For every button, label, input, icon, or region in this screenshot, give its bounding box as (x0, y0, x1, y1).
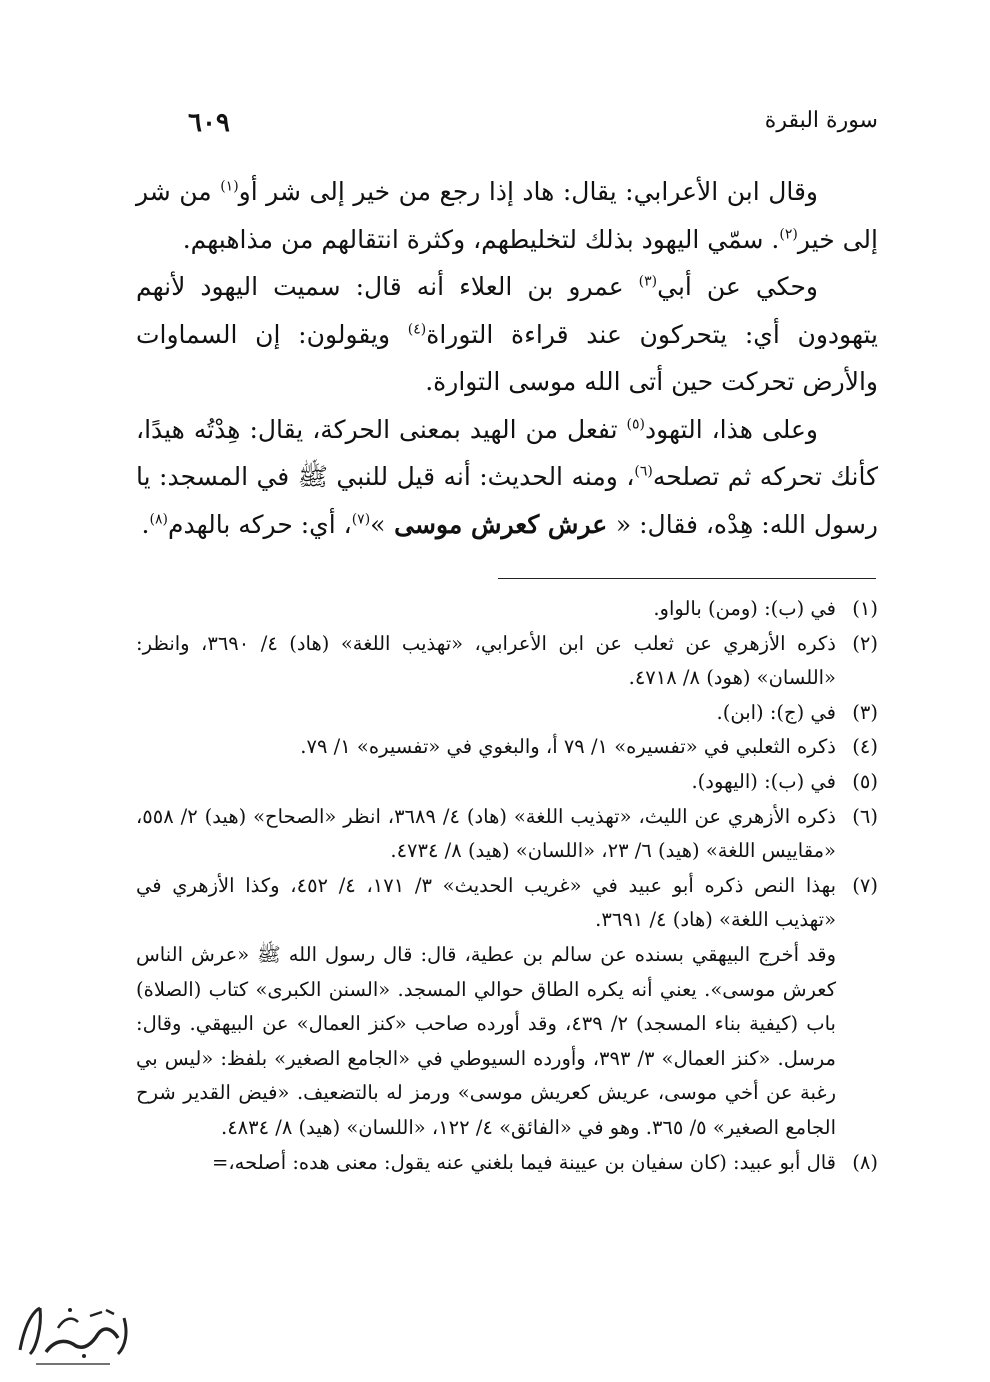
footnote-8 (136, 1146, 878, 1181)
footnote-ref: (٣) (638, 273, 658, 290)
paragraph-1 (136, 168, 878, 263)
footnote-6 (136, 800, 878, 869)
footnote-number: (٧) (852, 873, 878, 897)
footnote-ref: (٥) (626, 416, 645, 433)
footnote-text: في (ج): (ابن). (716, 700, 836, 724)
footnote-text: في (ب): (اليهود). (691, 769, 836, 793)
footnote-separator (498, 578, 876, 579)
seal-calligraphy-icon (6, 1288, 136, 1378)
text-run: وقال ابن الأعرابي: يقال: هاد إذا رجع من خير إلى شر أو (238, 177, 818, 206)
footnote-5 (136, 765, 878, 800)
footnote-1 (136, 592, 878, 627)
text-run: تفعل من الهيد بمعنى الحركة، يقال: هِدْتُه هيدًا، كأنك تحركه ثم تصلحه (136, 414, 878, 491)
text-run: وعلى هذا، التهود (644, 414, 818, 444)
footnote-ref: (٤) (407, 321, 427, 338)
sura-title: سورة البقرة (764, 108, 878, 133)
text-run: من شر إلى خير (136, 177, 878, 254)
footnote-text: وقد أخرج البيهقي بسنده عن سالم بن عطية، قال: قال رسول الله ﷺ «عرش الناس كعرش موسى». يعني أنه يكره الطاق حوالي المسجد. «السنن الكبرى» كتاب (الصلاة) باب (كيفية بناء المسجد) ٢/ ٤٣٩، وقد أورده صاحب «كنز العمال» عن البيهقي. وقال: مرسل. «كنز العمال» ٣/ ٣٩٣، وأورده السيوطي في «الجامع الصغير» بلفظ: «ليس بي رغبة عن أخي موسى، عريش كعريش موسى» ورمز له بالتضعيف. «فيض القدير شرح الجامع الصغير» ٥/ ٣٦٥. وهو في «الفائق» ٤/ ١٢٢، «اللسان» (هيد) ٨/ ٤٨٣٤. (136, 942, 837, 1139)
footnote-7-continued (136, 938, 878, 1146)
text-run: ، ومنه الحديث: أنه قيل للنبي ﷺ في المسجد: يا رسول الله: هِدْه، فقال: « (136, 462, 878, 539)
footnote-ref: (٨) (149, 511, 168, 528)
footnote-ref: (٧) (351, 511, 371, 528)
footnote-text: في (ب): (ومن) بالواو. (653, 597, 836, 620)
text-run: ، أي: حركه بالهدم (167, 509, 352, 539)
footnote-number: (٢) (852, 631, 878, 655)
text-run: . (141, 509, 150, 539)
footnote-text: بهذا النص ذكره أبو عبيد في «غريب الحديث» ٣/ ١٧١، ٤/ ٤٥٢، وكذا الأزهري في «تهذيب اللغة» (هاد) ٤/ ٣٦٩١. (136, 873, 836, 932)
footnotes (136, 592, 878, 1180)
text-run: ويقولون: إن السماوات والأرض تحركت حين أتى الله موسى التوارة. (136, 319, 878, 396)
page-header (188, 108, 878, 148)
text-run: . سمّي اليهود بذلك لتخليطهم، وكثرة انتقالهم من مذاهبهم. (182, 224, 780, 254)
footnote-2 (136, 627, 878, 696)
footnote-number: (٤) (852, 735, 878, 759)
footnote-number: (٨) (852, 1150, 878, 1174)
footnote-number: (٥) (852, 769, 878, 793)
paragraph-2 (136, 263, 878, 406)
footnote-ref: (٦) (634, 463, 653, 480)
footnote-3 (136, 696, 878, 731)
page-number: ٦٠٩ (188, 108, 230, 138)
footnote-number: (٣) (852, 700, 878, 724)
footnote-text: ذكره الثعلبي في «تفسيره» ١/ ٧٩ أ، والبغوي في «تفسيره» ١/ ٧٩. (300, 735, 836, 759)
library-seal-logo (6, 1288, 136, 1378)
footnote-4 (136, 730, 878, 765)
text-run: » (370, 509, 386, 539)
footnote-number: (١) (852, 597, 878, 620)
footnote-number: (٦) (852, 804, 878, 828)
footnote-text: ذكره الأزهري عن ثعلب عن ابن الأعرابي، «تهذيب اللغة» (هاد) ٤/ ٣٦٩٠، وانظر: «اللسان» (هود) ٨/ ٤٧١٨. (136, 631, 836, 690)
footnote-ref: (٢) (779, 226, 798, 243)
paragraph-3 (136, 406, 878, 549)
text-run: وحكي عن أبي (657, 272, 818, 301)
footnote-ref: (١) (220, 178, 239, 195)
hadith-quote: عرش كعرش موسى (385, 509, 616, 539)
text-run: عمرو بن العلاء أنه قال: سميت اليهود لأنهم يتهودون أي: يتحركون عند قراءة التوراة (136, 272, 878, 349)
footnote-7 (136, 869, 878, 938)
footnote-text: قال أبو عبيد: (كان سفيان بن عيينة فيما بلغني عنه يقول: معنى هده: أصلحه،= (212, 1150, 836, 1174)
main-text (136, 168, 878, 548)
footnote-text: ذكره الأزهري عن الليث، «تهذيب اللغة» (هاد) ٤/ ٣٦٨٩، انظر «الصحاح» (هيد) ٢/ ٥٥٨، «مقاييس اللغة» (هيد) ٦/ ٢٣، «اللسان» (هيد) ٨/ ٤٧٣٤. (136, 804, 836, 863)
